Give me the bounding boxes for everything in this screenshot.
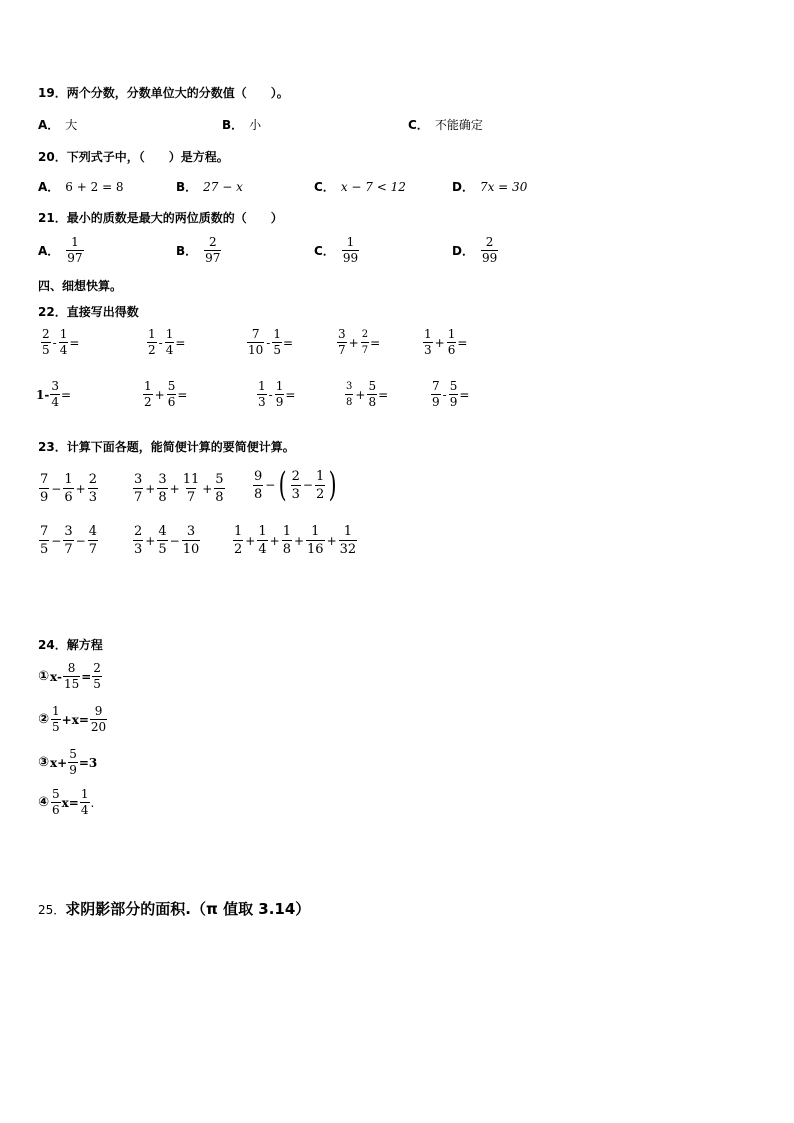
q23-expr-5: $\frac{2}{3}$ + $\frac{4}{5}$ − $\frac{3}{10}$ xyxy=(134,524,200,557)
option-text: 小 xyxy=(249,118,262,132)
option-label: B． xyxy=(222,118,244,132)
option-label: B． xyxy=(176,180,198,194)
circled-number: ② xyxy=(38,712,50,727)
option-label: D． xyxy=(452,180,474,194)
q19-text: 19．两个分数，分数单位大的分数值（ ）。 xyxy=(38,86,289,100)
q23-expr-2: $\frac{3}{7}$ + $\frac{3}{8}$ + $\frac{11}{7}$ + $\frac{5}{8}$ xyxy=(134,472,224,505)
q24-equation-1: ① x- $\frac{8}{15}$ = $\frac{2}{5}$ xyxy=(38,661,101,691)
q22-expr-1: $\frac{2}{5}$ - $\frac{1}{4}$ = xyxy=(42,327,80,357)
q25-text: 25．求阴影部分的面积.（π 值取 3.14） xyxy=(38,900,311,918)
q20-option-a xyxy=(38,178,124,195)
q22-expr-6: 1- $\frac{3}{4}$ = xyxy=(36,379,72,409)
q23-expr-4: $\frac{7}{5}$ − $\frac{3}{7}$ − $\frac{4}{7}$ xyxy=(40,524,97,557)
option-expression: 27 − x xyxy=(203,179,243,194)
q24-text: 24．解方程 xyxy=(38,638,103,652)
q22-text: 22．直接写出得数 xyxy=(38,305,139,319)
fraction: $\frac{1}{99}$ xyxy=(342,235,359,265)
q22-expr-5: $\frac{1}{3}$ + $\frac{1}{6}$ = xyxy=(424,327,468,357)
q19-option-c xyxy=(408,116,483,133)
option-expression: 7x = 30 xyxy=(479,179,528,194)
q24-equation-3: ③ x+ $\frac{5}{9}$ =3 xyxy=(38,747,98,777)
circled-number: ④ xyxy=(38,795,50,810)
fraction: $\frac{2}{97}$ xyxy=(205,235,221,265)
q21-option-c xyxy=(314,236,360,265)
q24-equation-2: ② $\frac{1}{5}$ +x= $\frac{9}{20}$ xyxy=(38,704,107,734)
q19-option-a xyxy=(38,116,77,133)
q22-expr-10: $\frac{7}{9}$ - $\frac{5}{9}$ = xyxy=(432,379,470,409)
q22-expr-7: $\frac{1}{2}$ + $\frac{5}{6}$ = xyxy=(144,379,188,409)
option-label: C． xyxy=(408,118,429,132)
q20-text: 20．下列式子中，（ ）是方程。 xyxy=(38,150,229,164)
q19-option-b xyxy=(222,116,261,133)
q22-expr-4: $\frac{3}{7}$ + $\frac{2}{7}$ = xyxy=(338,327,381,357)
option-label: C． xyxy=(314,180,335,194)
option-label: A． xyxy=(38,118,60,132)
option-expression: 6 + 2 = 8 xyxy=(65,179,124,194)
option-label: D． xyxy=(452,244,474,258)
option-expression: x − 7 < 12 xyxy=(340,179,406,194)
q23-expr-1: $\frac{7}{9}$ − $\frac{1}{6}$ + $\frac{2}{3}$ xyxy=(40,472,97,505)
circled-number: ① xyxy=(38,669,50,684)
q23-expr-3: $\frac{9}{8}$ − ( $\frac{2}{3}$ − $\frac{1}{2}$ ) xyxy=(254,465,337,505)
option-text: 大 xyxy=(65,118,78,132)
q23-text: 23．计算下面各题，能简便计算的要简便计算。 xyxy=(38,440,295,454)
q21-text: 21．最小的质数是最大的两位质数的（ ） xyxy=(38,211,283,225)
q22-expr-3: $\frac{7}{10}$ - $\frac{1}{5}$ = xyxy=(248,327,294,357)
circled-number: ③ xyxy=(38,755,50,770)
option-text: 不能确定 xyxy=(434,118,483,132)
q24-equation-4: ④ $\frac{5}{6}$ x= $\frac{1}{4}$ . xyxy=(38,787,95,817)
q22-expr-2: $\frac{1}{2}$ - $\frac{1}{4}$ = xyxy=(148,327,186,357)
fraction: $\frac{2}{99}$ xyxy=(481,235,498,265)
q23-expr-6: $\frac{1}{2}$ + $\frac{1}{4}$ + $\frac{1}{8}$ + $\frac{1}{16}$ + $\frac{1}{32}$ xyxy=(234,524,357,557)
q20-option-d xyxy=(452,178,527,195)
option-label: B． xyxy=(176,244,198,258)
q20-option-c xyxy=(314,178,406,195)
option-label: A． xyxy=(38,244,60,258)
option-label: A． xyxy=(38,180,60,194)
q20-option-b xyxy=(176,178,243,195)
section-heading: 四、细想快算。 xyxy=(38,279,123,293)
q21-option-d xyxy=(452,236,499,265)
q21-option-b xyxy=(176,236,222,265)
fraction: $\frac{1}{97}$ xyxy=(67,235,83,265)
q21-option-a xyxy=(38,236,85,265)
option-label: C． xyxy=(314,244,335,258)
q22-expr-9: $\frac{3}{8}$ + $\frac{5}{8}$ = xyxy=(346,379,389,409)
q22-expr-8: $\frac{1}{3}$ - $\frac{1}{9}$ = xyxy=(258,379,296,409)
